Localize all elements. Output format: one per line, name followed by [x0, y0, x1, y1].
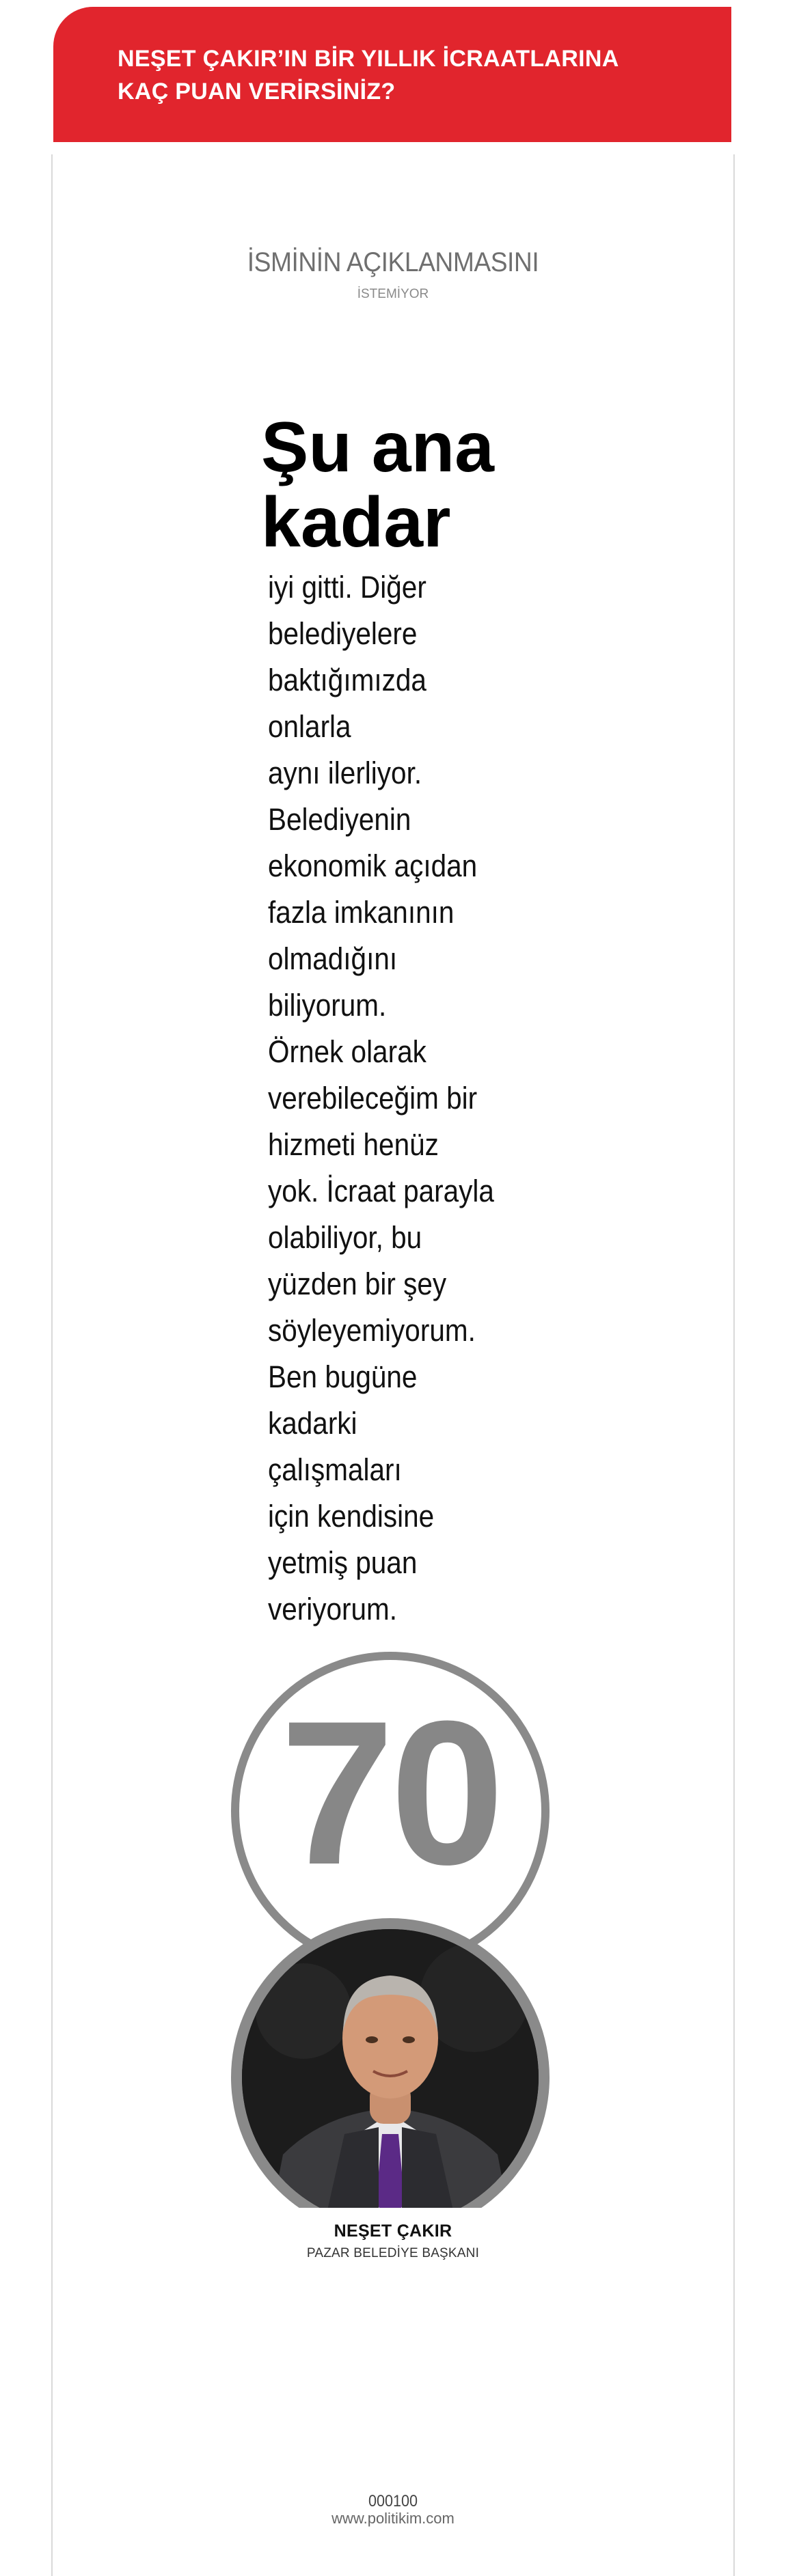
quote-body-line: biliyorum.	[268, 988, 387, 1023]
header-title-line-2: KAÇ PUAN VERİRSİNİZ?	[118, 79, 396, 105]
quote-body-line: yetmiş puan	[268, 1545, 418, 1580]
quote-body-line: söyleyemiyorum.	[268, 1313, 476, 1348]
header-title-line-1: NEŞET ÇAKIR’IN BİR YILLIK İCRAATLARINA	[118, 46, 619, 72]
quote-body	[268, 564, 555, 1633]
quote-body-line: aynı ilerliyor.	[268, 756, 422, 790]
quote-body-line: yüzden bir şey	[268, 1266, 447, 1301]
quote-body-line: iyi gitti. Diğer	[268, 570, 426, 605]
header-banner	[53, 7, 731, 142]
quote-body-line: veriyorum.	[268, 1592, 398, 1626]
frame-right-border	[733, 154, 735, 2576]
respondent-name-sub: İSTEMİYOR	[357, 287, 429, 301]
quote-headline-line-2: kadar	[261, 483, 451, 562]
quote-body-line: hizmeti henüz	[268, 1127, 439, 1162]
respondent-name-label: İSMİNİN AÇIKLANMASINI	[247, 247, 539, 277]
quote-body-line: onlarla	[268, 709, 351, 744]
frame-left-border	[51, 154, 53, 2576]
quote-body-line: belediyelere	[268, 616, 418, 651]
quote-body-line: olmadığını	[268, 941, 398, 976]
quote-body-line: Belediyenin	[268, 802, 411, 837]
footer-code: 000100	[368, 2492, 418, 2510]
quote-body-line: için kendisine	[268, 1499, 435, 1534]
portrait-illustration	[242, 1929, 539, 2226]
footer-url: www.politikim.com	[331, 2510, 455, 2527]
quote-body-line: verebileceğim bir	[268, 1081, 478, 1116]
quote-body-line: baktığımızda	[268, 663, 426, 697]
quote-body-line: fazla imkanının	[268, 895, 455, 930]
portrait-frame	[231, 1918, 550, 2236]
person-title: PAZAR BELEDİYE BAŞKANI	[306, 2246, 480, 2260]
quote-body-line: yok. İcraat parayla	[268, 1174, 494, 1208]
quote-body-line: kadarki	[268, 1406, 357, 1441]
quote-body-line: ekonomik açıdan	[268, 848, 478, 883]
quote-body-line: Ben bugüne	[268, 1359, 418, 1394]
quote-body-line: Örnek olarak	[268, 1034, 426, 1069]
quote-headline-line-1: Şu ana	[261, 408, 494, 487]
quote-headline	[261, 410, 494, 560]
score-value: 70	[280, 1678, 500, 1907]
person-name: NEŞET ÇAKIR	[334, 2221, 452, 2241]
portrait-photo	[242, 1929, 539, 2226]
quote-body-line: çalışmaları	[268, 1452, 402, 1487]
quote-body-line: olabiliyor, bu	[268, 1220, 422, 1255]
